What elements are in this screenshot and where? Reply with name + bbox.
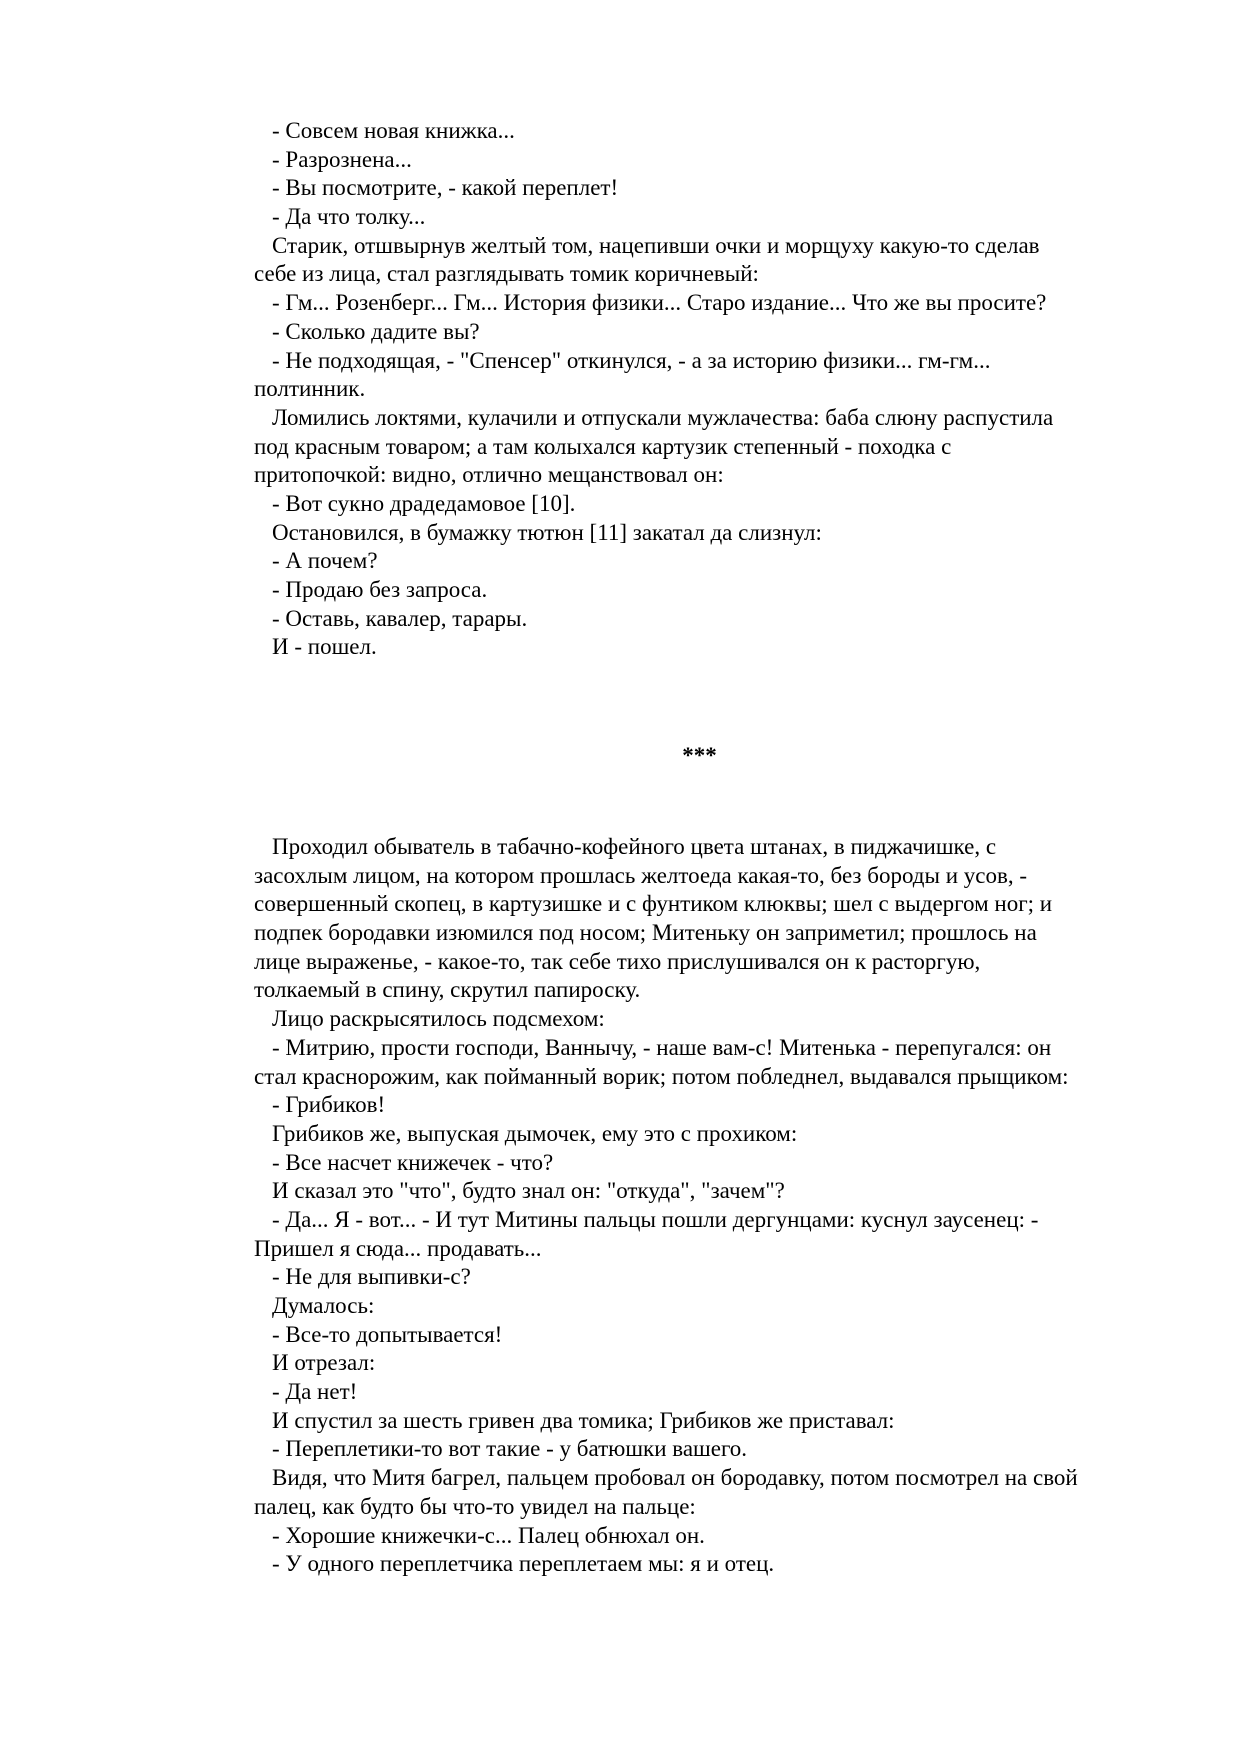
paragraph-line: - Разрознена... (272, 146, 412, 172)
paragraph-line: Думалось: (272, 1293, 375, 1318)
paragraph-line: Пришел я сюда... продавать... (254, 1235, 542, 1261)
paragraph-line: - Совсем новая книжка... (272, 118, 515, 143)
paragraph-line: засохлым лицом, на котором прошлась желтоеда какая-то, без бороды и усов, - (254, 862, 1027, 888)
paragraph-line: Проходил обыватель в табачно-кофейного цвета штанах, в пиджачишке, с (272, 834, 997, 859)
paragraph-line: - Оставь, кавалер, тарары. (272, 605, 528, 631)
text-section-1 (254, 117, 1154, 662)
paragraph-line: - Да что толку... (272, 204, 426, 230)
text-section-2 (254, 833, 1154, 1579)
paragraph-line: - Да... Я - вот... - И тут Митины пальцы пошли дергунцами: куснул заусенец: - (272, 1206, 1039, 1232)
paragraph-line: - Сколько дадите вы? (272, 318, 480, 344)
paragraph-line: - А почем? (272, 548, 378, 574)
paragraph-line: Грибиков же, выпуская дымочек, ему это с прохиком: (272, 1120, 798, 1146)
paragraph-line: под красным товаром; а там колыхался картузик степенный - походка с (254, 433, 952, 459)
paragraph-line: Ломились локтями, кулачили и отпускали мужлачества: баба слюну распустила (272, 404, 1054, 430)
section-separator: *** (682, 743, 717, 768)
paragraph-line: - Не для выпивки-с? (272, 1264, 471, 1290)
paragraph-line: - У одного переплетчика переплетаем мы: я и отец. (272, 1551, 775, 1577)
paragraph-line: совершенный скопец, в картузишке и с фунтиком клюквы; шел с выдергом ног; и (254, 891, 1053, 917)
paragraph-line: полтинник. (254, 376, 366, 402)
paragraph-line: лице выраженье, - какое-то, так себе тихо прислушивался он к расторгую, (254, 948, 981, 974)
paragraph-line: - Вы посмотрите, - какой переплет! (272, 175, 619, 201)
paragraph-line: И - пошел. (272, 634, 377, 660)
paragraph-line: - Митрию, прости господи, Ваннычу, - наше вам-с! Митенька - перепугался: он (272, 1034, 1052, 1060)
paragraph-line: палец, как будто бы что-то увидел на пальце: (254, 1493, 696, 1519)
paragraph-line: - Переплетики-то вот такие - у батюшки вашего. (272, 1436, 748, 1462)
paragraph-line: - Гм... Розенберг... Гм... История физики... Старо издание... Что же вы просите? (272, 290, 1047, 316)
paragraph-line: - Хорошие книжечки-с... Палец обнюхал он. (272, 1522, 705, 1548)
paragraph-line: стал краснорожим, как пойманный ворик; потом побледнел, выдавался прыщиком: (254, 1063, 1069, 1089)
paragraph-line: себе из лица, стал разглядывать томик коричневый: (254, 261, 759, 287)
paragraph-line: Старик, отшвырнув желтый том, нацепивши очки и морщуху какую-то сделав (272, 232, 1040, 258)
paragraph-line: И спустил за шесть гривен два томика; Грибиков же приставал: (272, 1407, 895, 1433)
paragraph-line: И отрезал: (272, 1350, 376, 1376)
paragraph-line: подпек бородавки изюмился под носом; Митеньку он заприметил; прошлось на (254, 920, 1037, 946)
paragraph-line: Остановился, в бумажку тютюн [11] закатал да слизнул: (272, 519, 822, 545)
paragraph-line: - Продаю без запроса. (272, 577, 488, 602)
paragraph-line: - Да нет! (272, 1379, 358, 1405)
paragraph-line: - Грибиков! (272, 1092, 386, 1118)
paragraph-line: - Вот сукно драдедамовое [10]. (272, 490, 576, 516)
paragraph-line: притопочкой: видно, отлично мещанствовал он: (254, 462, 724, 488)
paragraph-line: Лицо раскрысятилось подсмехом: (272, 1006, 605, 1032)
paragraph-line: - Не подходящая, - "Спенсер" откинулся, - а за историю физики... гм-гм... (272, 347, 991, 373)
paragraph-line: - Все-то допытывается! (272, 1321, 503, 1347)
paragraph-line: И сказал это "что", будто знал он: "откуда", "зачем"? (272, 1178, 785, 1204)
paragraph-line: - Все насчет книжечек - что? (272, 1149, 554, 1175)
paragraph-line: толкаемый в спину, скрутил папироску. (254, 977, 641, 1003)
paragraph-line: Видя, что Митя багрел, пальцем пробовал он бородавку, потом посмотрел на свой (272, 1465, 1078, 1491)
